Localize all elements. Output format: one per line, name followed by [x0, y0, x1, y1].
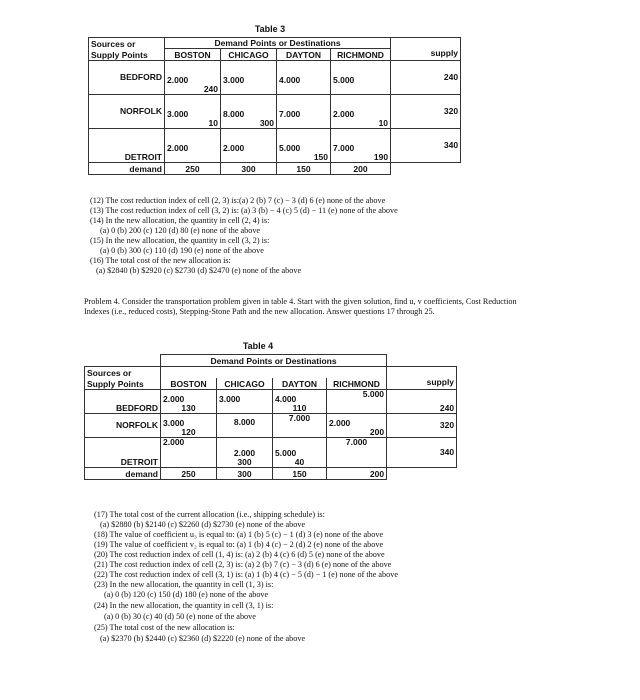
table4-supply-bedford: 240 [387, 390, 457, 414]
table3-supply-norfolk: 320 [391, 95, 461, 129]
question-15: (15) In the new allocation, the quantity in cell (3, 2) is: [90, 236, 270, 245]
table4-row-bedford-label: BEDFORD [85, 390, 161, 414]
table3-header-supply-points: Supply Points [89, 49, 165, 61]
table4-supply-norfolk: 320 [387, 414, 457, 438]
table3-supply-bedford: 240 [391, 61, 461, 95]
table3-cell-2-4: 2.000 10 [331, 95, 391, 129]
table4-demand-dayton: 150 [273, 468, 327, 480]
question-25-options: (a) $2370 (b) $2440 (c) $2360 (d) $2220 (e) none of the above [100, 634, 306, 643]
table3-header-sources: Sources or [89, 38, 165, 49]
table-row [89, 129, 461, 163]
table3-supply-detroit: 340 [391, 129, 461, 163]
table4-cell-2-2: 8.000 [217, 414, 273, 438]
table3-demand-chicago: 300 [221, 163, 277, 175]
table-row [89, 95, 461, 129]
table4-cell-3-1: 2.000 [161, 438, 217, 468]
question-16-options: (a) $2840 (b) $2920 (c) $2730 (d) $2470 (e) none of the above [96, 266, 302, 275]
table3-cell-1-4: 5.000 [331, 61, 391, 95]
table4-col-boston: BOSTON [161, 378, 217, 390]
question-14-options: (a) 0 (b) 200 (c) 120 (d) 80 (e) none of the above [100, 226, 261, 235]
question-17-options: (a) $2880 (b) $2140 (c) $2260 (d) $2730 (e) none of the above [100, 520, 306, 529]
table-row [85, 414, 457, 438]
table3-cell-1-2: 3.000 [221, 61, 277, 95]
table4-demand-chicago: 300 [217, 468, 273, 480]
question-24-options: (a) 0 (b) 30 (c) 40 (d) 50 (e) none of the above [104, 612, 256, 621]
table4-demand-label: demand [85, 468, 161, 480]
table4-header-demand: Demand Points or Destinations [161, 355, 387, 367]
table4-cell-3-4: 7.000 [327, 438, 387, 468]
table3 [88, 37, 461, 175]
table-row [85, 390, 457, 414]
table4-cell-3-3: 5.000 40 [273, 438, 327, 468]
question-21: (21) The cost reduction index of cell (2, 3) is: (a) 2 (b) 7 (c) − 3 (d) 6 (e) none of the above [94, 560, 392, 569]
table4-header-supply-points: Supply Points [85, 378, 161, 390]
table3-demand-boston: 250 [165, 163, 221, 175]
table3-cell-1-1: 2.000 240 [165, 61, 221, 95]
table4-supply-header: supply [387, 378, 457, 390]
table3-demand-label: demand [89, 163, 165, 175]
table3-col-dayton: DAYTON [277, 49, 331, 61]
question-12: (12) The cost reduction index of cell (2, 3) is:(a) 2 (b) 7 (c) − 3 (d) 6 (e) none of the above [90, 196, 386, 205]
table3-demand-richmond: 200 [331, 163, 391, 175]
table4-cell-1-3: 4.000 110 [273, 390, 327, 414]
table3-col-chicago: CHICAGO [221, 49, 277, 61]
question-19: (19) The value of coefficient v₂ is equal to: (a) 1 (b) 4 (c) − 2 (d) 2 (e) none of the above [94, 540, 384, 549]
table3-row-norfolk-label: NORFOLK [89, 95, 165, 129]
table3-demand-dayton: 150 [277, 163, 331, 175]
table-row [89, 163, 461, 175]
table4-row-norfolk-label: NORFOLK [85, 414, 161, 438]
table4-cell-2-1: 3.000 120 [161, 414, 217, 438]
table3-row-bedford-label: BEDFORD [89, 61, 165, 95]
question-17: (17) The total cost of the current allocation (i.e., shipping schedule) is: [94, 510, 325, 519]
table3-row-detroit-label: DETROIT [89, 129, 165, 163]
table3-cell-3-4: 7.000 190 [331, 129, 391, 163]
table3-caption: Table 3 [254, 24, 286, 34]
question-20: (20) The cost reduction index of cell (1, 4) is: (a) 2 (b) 4 (c) 6 (d) 5 (e) none of the above [94, 550, 385, 559]
question-16: (16) The total cost of the new allocation is: [90, 256, 231, 265]
table3-cell-2-2: 8.000 300 [221, 95, 277, 129]
table4-col-dayton: DAYTON [273, 378, 327, 390]
question-22: (22) The cost reduction index of cell (3, 1) is: (a) 1 (b) 4 (c) − 5 (d) − 1 (e) none of the above [94, 570, 398, 579]
table4-cell-1-1: 2.000 130 [161, 390, 217, 414]
table3-supply-header: supply [391, 49, 461, 61]
table-row [89, 61, 461, 95]
table4-row-detroit-label: DETROIT [85, 438, 161, 468]
table4-cell-3-2: 2.000 300 [217, 438, 273, 468]
table4-cell-2-3: 7.000 [273, 414, 327, 438]
problem4-text: Problem 4. Consider the transportation problem given in table 4. Start with the given solution, find u, v coefficients, Cost Reduction Indexes (i.e., reduced costs), Stepping-Stone Path and the new allocation. Answer questions 17 through 25. [84, 297, 517, 316]
table3-cell-2-3: 7.000 [277, 95, 331, 129]
question-18: (18) The value of coefficient u₃ is equal to: (a) 1 (b) 5 (c) − 1 (d) 3 (e) none of the above [94, 530, 384, 539]
table4-caption: Table 4 [242, 341, 274, 351]
table4-col-richmond: RICHMOND [327, 378, 387, 390]
table3-cell-2-1: 3.000 10 [165, 95, 221, 129]
question-14: (14) In the new allocation, the quantity in cell (2, 4) is: [90, 216, 270, 225]
table4-cell-1-2: 3.000 [217, 390, 273, 414]
table4-supply-detroit: 340 [387, 438, 457, 468]
question-23-options: (a) 0 (b) 120 (c) 150 (d) 180 (e) none of the above [104, 590, 269, 599]
table4-cell-2-4: 2.000 200 [327, 414, 387, 438]
table3-cell-3-1: 2.000 [165, 129, 221, 163]
table3-col-boston: BOSTON [165, 49, 221, 61]
table4-demand-boston: 250 [161, 468, 217, 480]
question-24: (24) In the new allocation, the quantity in cell (3, 1) is: [94, 601, 274, 610]
table3-col-richmond: RICHMOND [331, 49, 391, 61]
table3-header-demand: Demand Points or Destinations [165, 38, 391, 49]
table4-cell-1-4: 5.000 [327, 390, 387, 414]
table-row [85, 438, 457, 468]
table3-cell-1-3: 4.000 [277, 61, 331, 95]
question-13: (13) The cost reduction index of cell (3, 2) is: (a) 3 (b) − 4 (c) 5 (d) − 11 (e) none of the above [90, 206, 398, 215]
question-25: (25) The total cost of the new allocation is: [94, 623, 235, 632]
table4-col-chicago: CHICAGO [217, 378, 273, 390]
table4 [84, 354, 457, 480]
table3-cell-3-3: 5.000 150 [277, 129, 331, 163]
table4-header-sources: Sources or [85, 367, 161, 378]
table3-cell-3-2: 2.000 [221, 129, 277, 163]
table-row [85, 468, 457, 480]
table4-demand-richmond: 200 [327, 468, 387, 480]
question-23: (23) In the new allocation, the quantity in cell (1, 3) is: [94, 580, 274, 589]
question-15-options: (a) 0 (b) 300 (c) 110 (d) 190 (e) none of the above [100, 246, 264, 255]
